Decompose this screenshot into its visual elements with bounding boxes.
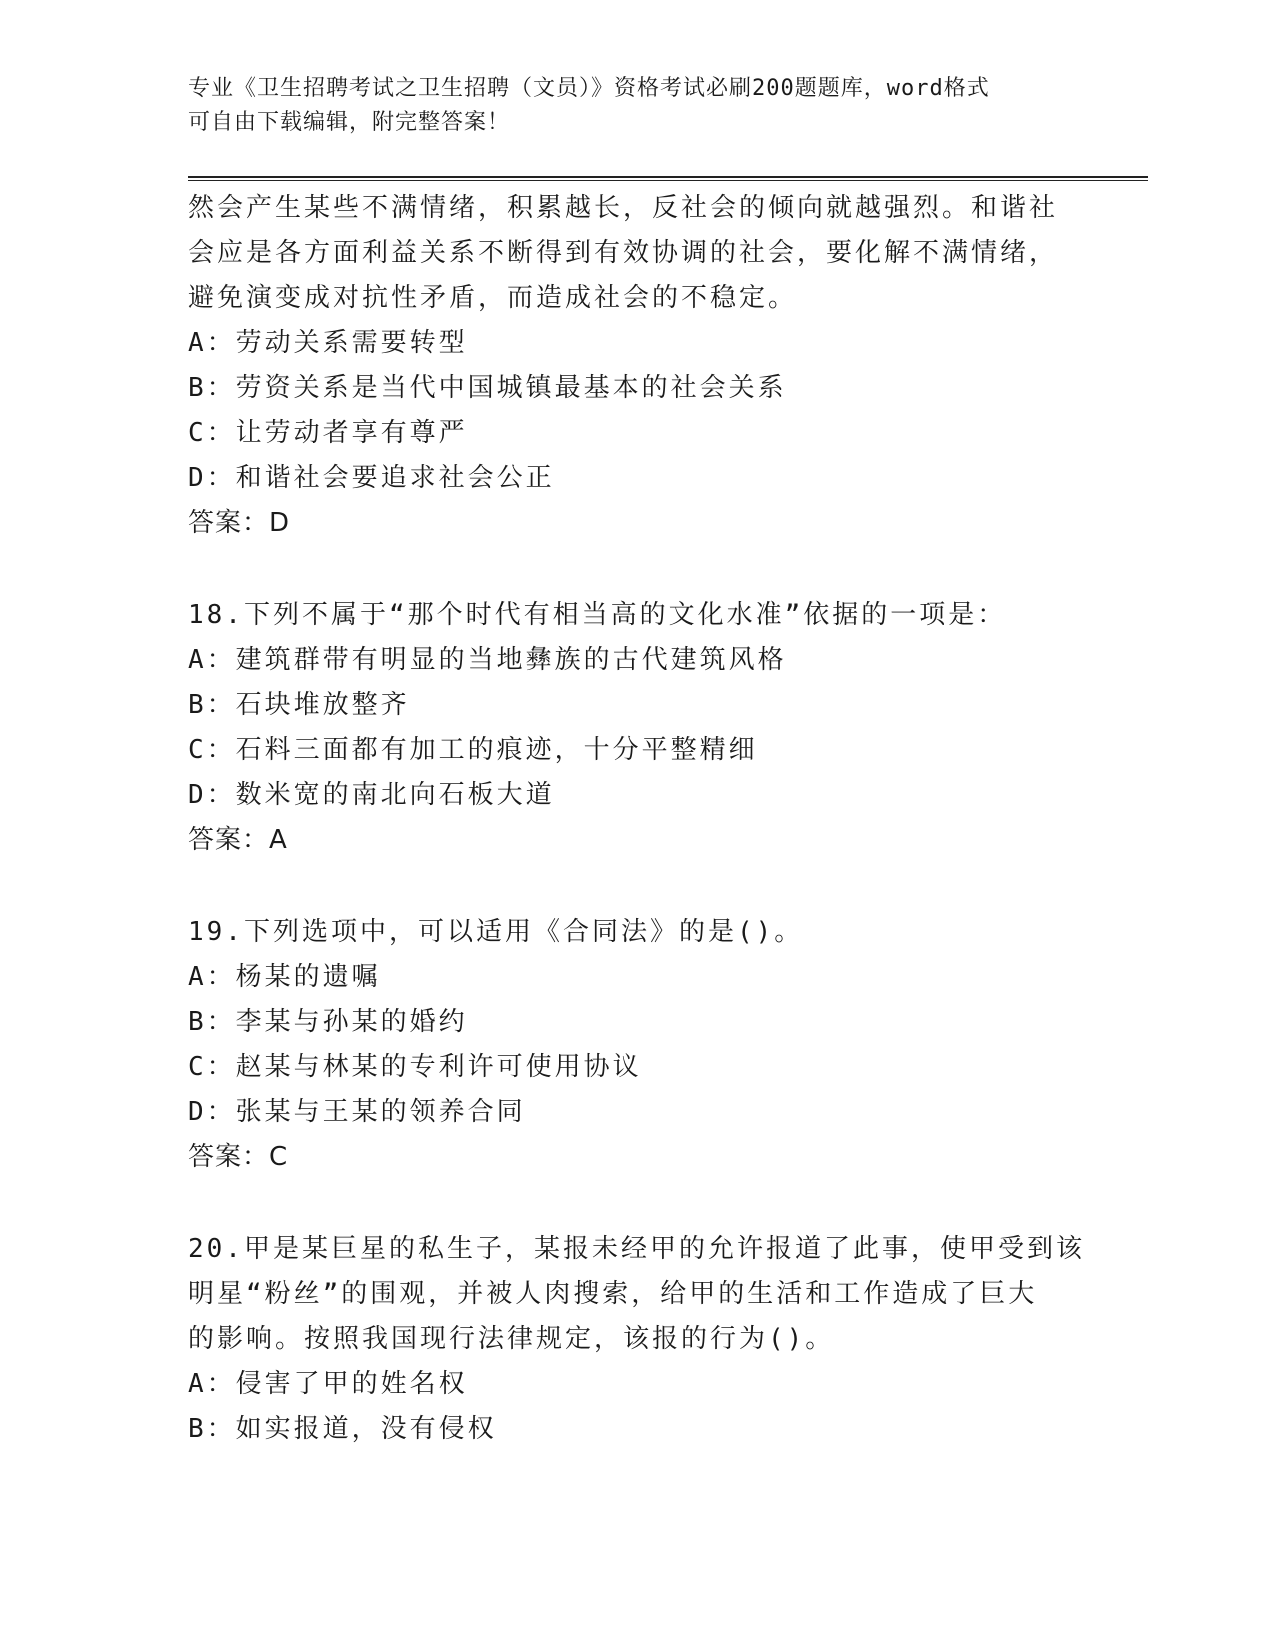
question-text-line: 会应是各方面利益关系不断得到有效协调的社会，要化解不满情绪， — [188, 238, 1059, 268]
option-d: D：张某与王某的领养合同 — [188, 1097, 526, 1127]
question-20 — [188, 1227, 1088, 1452]
document-header — [188, 72, 1068, 140]
question-text-line: 19.下列选项中，可以适用《合同法》的是()。 — [188, 917, 804, 947]
option-a: A：建筑群带有明显的当地彝族的古代建筑风格 — [188, 645, 787, 675]
answer-line: 答案：A — [188, 825, 288, 855]
question-text-line: 然会产生某些不满情绪，积累越长，反社会的倾向就越强烈。和谐社 — [188, 193, 1059, 223]
question-content — [188, 186, 1088, 1452]
option-b: B：如实报道，没有侵权 — [188, 1414, 497, 1444]
option-a: A：劳动关系需要转型 — [188, 328, 468, 358]
answer-line: 答案：C — [188, 1142, 289, 1172]
option-b: B：石块堆放整齐 — [188, 690, 410, 720]
question-text-line: 明星“粉丝”的围观，并被人肉搜索，给甲的生活和工作造成了巨大 — [188, 1279, 1038, 1309]
option-b: B：劳资关系是当代中国城镇最基本的社会关系 — [188, 373, 787, 403]
option-d: D：和谐社会要追求社会公正 — [188, 463, 555, 493]
spacer — [188, 546, 1088, 593]
question-19 — [188, 910, 1088, 1180]
option-c: C：赵某与林某的专利许可使用协议 — [188, 1052, 642, 1082]
question-18 — [188, 593, 1088, 863]
header-divider — [188, 176, 1148, 181]
question-text-line: 20.甲是某巨星的私生子，某报未经甲的允许报道了此事，使甲受到该 — [188, 1234, 1085, 1264]
option-a: A：侵害了甲的姓名权 — [188, 1369, 468, 1399]
spacer — [188, 1180, 1088, 1227]
question-text-line: 避免演变成对抗性矛盾，而造成社会的不稳定。 — [188, 283, 798, 313]
question-17-continued — [188, 186, 1088, 546]
option-a: A：杨某的遗嘱 — [188, 962, 381, 992]
option-d: D：数米宽的南北向石板大道 — [188, 780, 555, 810]
question-text-line: 的影响。按照我国现行法律规定，该报的行为()。 — [188, 1324, 835, 1354]
option-c: C：让劳动者享有尊严 — [188, 418, 468, 448]
header-title-line-1: 专业《卫生招聘考试之卫生招聘（文员）》资格考试必刷200题题库，word格式 — [188, 76, 990, 101]
header-title-line-2: 可自由下载编辑，附完整答案！ — [188, 110, 511, 135]
option-b: B：李某与孙某的婚约 — [188, 1007, 468, 1037]
answer-line: 答案：D — [188, 508, 291, 538]
spacer — [188, 863, 1088, 910]
question-text-line: 18.下列不属于“那个时代有相当高的文化水准”依据的一项是： — [188, 600, 1007, 630]
option-c: C：石料三面都有加工的痕迹，十分平整精细 — [188, 735, 758, 765]
